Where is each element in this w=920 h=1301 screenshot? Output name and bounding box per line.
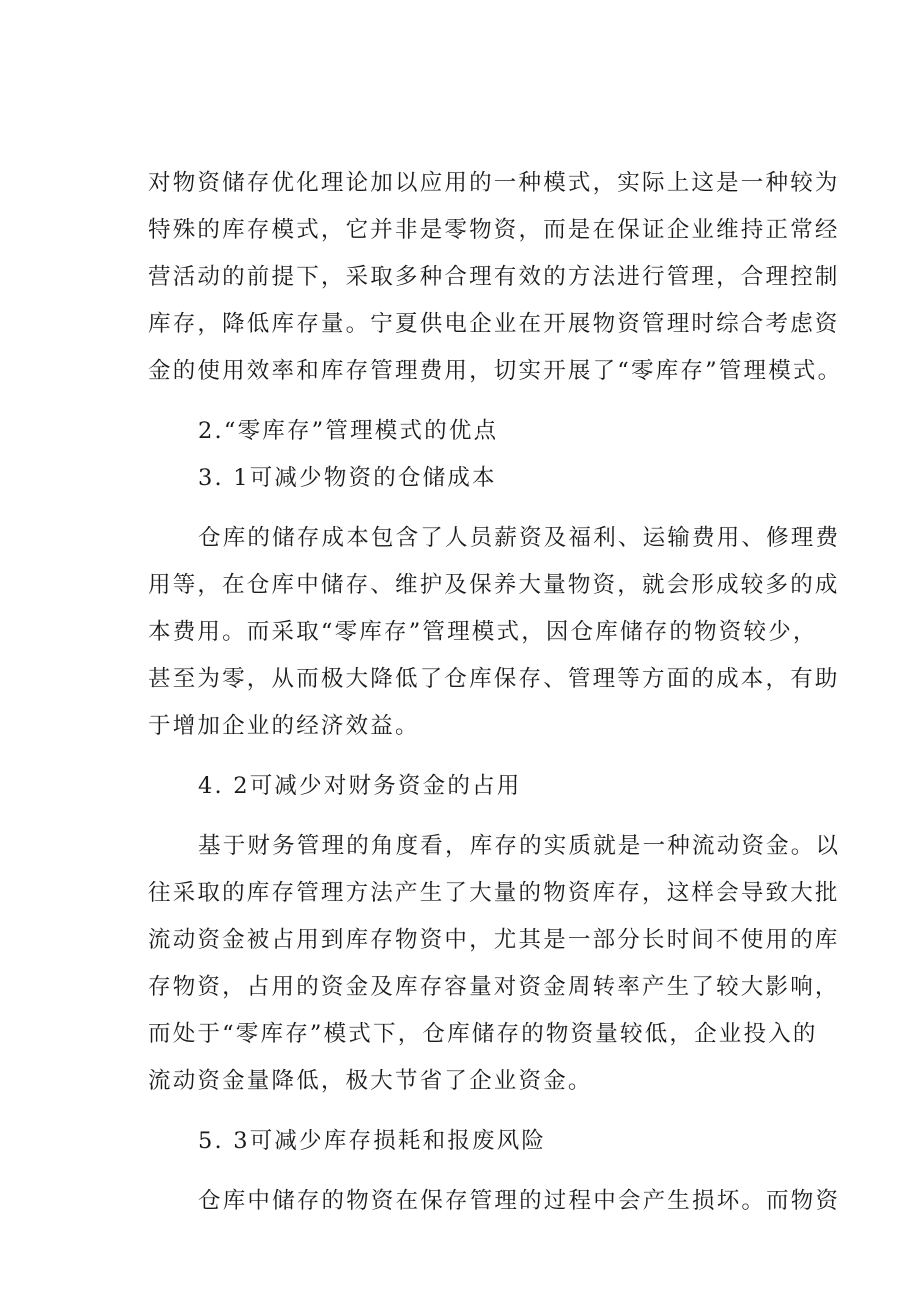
- text-line: 库存，降低库存量。宁夏供电企业在开展物资管理时综合考虑资: [148, 311, 840, 337]
- text-line: 往采取的库存管理方法产生了大量的物资库存，这样会导致大批: [148, 880, 840, 906]
- text-line: 而处于“零库存”模式下，仓库储存的物资量较低，企业投入的: [148, 1021, 818, 1047]
- paragraph-loss-risk: [148, 1178, 841, 1225]
- text-line: 存物资，占用的资金及库存容量对资金周转率产生了较大影响，: [148, 974, 840, 1000]
- paragraph-intro-continuation: [148, 160, 843, 395]
- text-line: 特殊的库存模式，它并非是零物资，而是在保证企业维持正常经: [148, 217, 840, 243]
- text-line: 用等，在仓库中储存、维护及保养大量物资，就会形成较多的成: [148, 572, 840, 598]
- text-line: 仓库中储存的物资在保存管理的过程中会产生损坏。而物资: [198, 1188, 841, 1214]
- subsection-heading: [148, 1118, 808, 1165]
- subsection-heading: [148, 763, 808, 810]
- paragraph-financial-funds: [148, 823, 841, 1105]
- subsection-heading: [148, 455, 808, 502]
- text-line: 基于财务管理的角度看，库存的实质就是一种流动资金。以: [198, 833, 841, 859]
- text-line: 金的使用效率和库存管理费用，切实开展了“零库存”管理模式。: [148, 358, 843, 384]
- text-line: 流动资金量降低，极大节省了企业资金。: [148, 1068, 593, 1094]
- heading-text: 4. 2可减少对财务资金的占用: [198, 773, 522, 799]
- text-line: 甚至为零，从而极大降低了仓库保存、管理等方面的成本，有助: [148, 666, 840, 692]
- text-line: 本费用。而采取“零库存”管理模式，因仓库储存的物资较少，: [148, 619, 818, 645]
- text-line: 营活动的前提下，采取多种合理有效的方法进行管理，合理控制: [148, 264, 840, 290]
- paragraph-storage-cost: [148, 515, 841, 750]
- text-line: 流动资金被占用到库存物资中，尤其是一部分长时间不使用的库: [148, 927, 840, 953]
- heading-text: 5. 3可减少库存损耗和报废风险: [198, 1128, 547, 1154]
- document-body: [148, 160, 843, 1225]
- text-line: 对物资储存优化理论加以应用的一种模式，实际上这是一种较为: [148, 170, 840, 196]
- text-line: 于增加企业的经济效益。: [148, 713, 420, 739]
- heading-text: 3. 1可减少物资的仓储成本: [198, 465, 497, 491]
- heading-text: 2.“零库存”管理模式的优点: [198, 418, 499, 444]
- text-line: 仓库的储存成本包含了人员薪资及福利、运输费用、修理费: [198, 525, 841, 551]
- section-heading: [148, 408, 808, 455]
